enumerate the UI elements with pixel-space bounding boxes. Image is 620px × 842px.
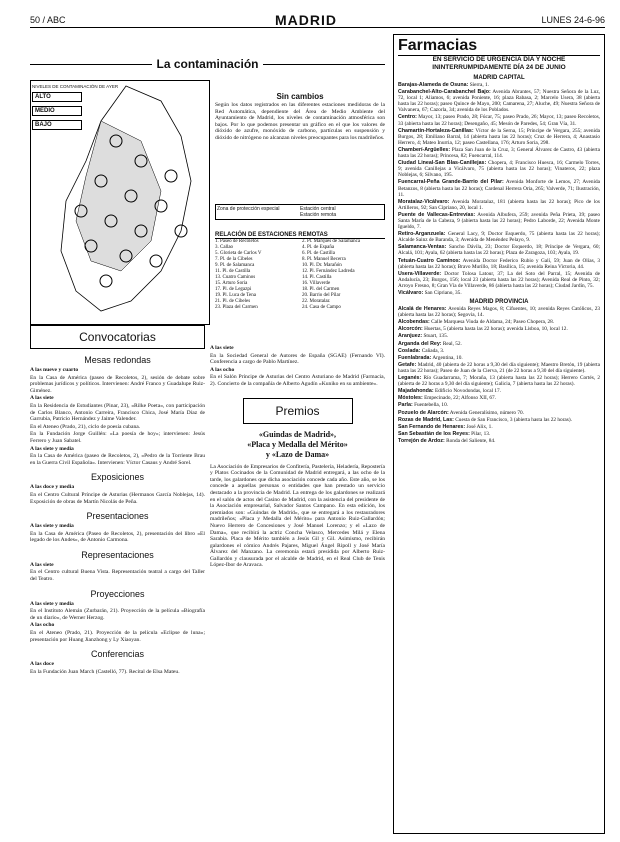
column-2-lower: [210, 345, 385, 569]
pharmacy-addresses: Avenida Doctor Federico Rubio y Galí, 59; Juan de Olías, 3 (abierta hasta las 22 horas); Bravo Murillo, 18; Basílica, 15; avenida Reina Victoria, 44.: [398, 257, 600, 270]
pharmacy-addresses: Plaza San Juan de la Cruz, 3; General Álvarez de Castro, 43 (abierta hasta las 22 horas); Princesa, 82; Fuencarral, 114.: [398, 146, 600, 160]
legend-alto: ALTO: [32, 92, 82, 102]
stations-heading: RELACIÓN DE ESTACIONES REMOTAS: [215, 232, 385, 239]
pharmacy-zone: Centro:: [398, 114, 417, 121]
pharmacy-zone: Fuencarral-Peña Grande-Barrio del Pilar:: [398, 179, 504, 186]
pharmacy-entry: [398, 290, 600, 296]
farmacias-title: Farmacias: [398, 37, 600, 56]
pharmacy-zone: Rozas de Madrid, Las:: [398, 416, 454, 423]
contaminacion-intro: Según los datos registrados en las diferentes estaciones medidoras de la Red Automática, dependiente del Área de Medio Ambiente del Ayuntamiento de Madrid, los niveles de contaminación atmosférica son bajos. Por lo que podemos presentar un gráfico en el que los valores de dióxido de azufre, monóxido de carbono, partículas en suspensión y dióxido de nitrógeno no alcanzan niveles preocupantes para los madrileños.: [215, 102, 385, 141]
pharmacy-entry: [398, 326, 600, 332]
pharmacy-addresses: Sancho Dávila, 23; Doctor Esquerdo, 18; Príncipe de Vergara, 60; Alcalá, 101; Ayala, 62 (abierta hasta las 22 horas); Plaza de Zaragoza, 103; Ayala, 19.: [398, 244, 600, 257]
legend-medio: MEDIO: [32, 106, 82, 116]
convocatoria-item: A las doce: [30, 661, 54, 668]
pharmacy-entry: [398, 306, 600, 318]
pharmacy-zone: Alcobendas:: [398, 319, 430, 326]
station-item: 8. Pl. Manuel Becerra: [302, 257, 346, 262]
pharmacy-zone: San Fernando de Henares:: [398, 423, 466, 430]
convocatoria-item: En el Ateneo (Prado, 21). Proyección de la película «Eclipse de luna»; presentación por Huang Jianzhong y Ly Xiaoyan.: [30, 630, 205, 643]
convocatorias-title: Convocatorias: [30, 325, 205, 349]
convocatoria-item: En la Casa de América (paseo de Recoletos, 2), «Pedro de la Torriente Brau en la Guerra Civil Española». Intervienen: Víctor Casaus y André Sorel.: [30, 453, 205, 466]
convocatoria-item: En la Fundación Jorge Guillén: «La poesía de hoy»; intervienen: Jesús Ferrero y Juan Sabatel.: [30, 431, 205, 444]
pharmacy-entry: [398, 231, 600, 243]
convocatoria-item: En el Centro Cultural Príncipe de Asturias (Hermanos García Noblejas, 14). Exposición de obras de Martín Nicolás de Peña.: [30, 491, 205, 505]
station-item: 14. Pl. Castilla: [302, 275, 332, 280]
pharmacy-entry: [398, 388, 600, 394]
contaminacion-title: La contaminación: [30, 64, 385, 79]
page-number: 50 / ABC: [30, 15, 66, 25]
pharmacy-zone: Torrejón de Ardoz:: [398, 437, 445, 444]
pharmacy-addresses: Sierra, 1.: [469, 82, 489, 88]
pharmacy-zone: Retiro-Arganzuela:: [398, 231, 446, 238]
pharmacy-zone: Pozuelo de Alarcón:: [398, 409, 449, 416]
pharmacy-entry: [398, 212, 600, 230]
pharmacy-entry: [398, 128, 600, 146]
pharmacy-addresses: Cañada, 3.: [421, 347, 445, 354]
premios-subheads: «Guindas de Madrid», «Placa y Medalla del Mérito» y «Lazo de Dama»: [247, 429, 348, 459]
pharmacy-zone: Majadahonda:: [398, 388, 434, 395]
station-item: 12. Pl. Fernández Ladreda: [302, 269, 355, 274]
issue-date: LUNES 24-6-96: [541, 15, 605, 25]
pharmacy-addresses: Argentina, 10.: [432, 354, 463, 361]
convocatoria-item: A las doce y media: [30, 484, 75, 491]
pharmacy-addresses: Pilar, 13.: [471, 430, 491, 437]
pharmacy-zone: Usera-Villaverde:: [398, 270, 442, 277]
pharmacy-zone: Carabanchel-Alto-Carabanchel Bajo:: [398, 89, 491, 96]
pharmacy-zone: Tetuán-Cuatro Caminos:: [398, 257, 461, 264]
convocatoria-item: A las siete: [30, 395, 54, 402]
pharmacy-entry: [398, 395, 600, 401]
station-item: 9. Pl. de Salamanca: [215, 263, 255, 268]
pharmacy-entry: [398, 333, 600, 339]
pharmacy-entry: [398, 348, 600, 354]
pharmacy-zone: Barajas-Alameda de Osuna:: [398, 82, 469, 88]
pharmacy-entry: [398, 355, 600, 361]
pharmacy-addresses: Huertas, 5 (abierta hasta las 22 horas); avenida Lisboa, 10, local 12.: [424, 326, 568, 333]
station-item: 17. Pl. de Legazpi: [215, 287, 252, 292]
pharmacy-addresses: Stuart, 135.: [423, 333, 449, 340]
pharmacy-addresses: San Cipriano, 35.: [424, 290, 462, 296]
legend-bajo: BAJO: [32, 120, 82, 130]
pharmacy-addresses: Ronda del Saliente, 84.: [446, 437, 496, 444]
pharmacy-entry: [398, 375, 600, 387]
pharmacy-zone: Fuenlabrada:: [398, 354, 432, 361]
station-item: 4. Pl. de España: [302, 245, 335, 250]
pharmacy-entry: [398, 199, 600, 211]
section-title: MADRID: [275, 12, 337, 28]
convocatoria-item: A las siete y media: [30, 523, 74, 530]
station-item: 15. Arturo Soria: [215, 281, 248, 286]
pharmacy-addresses: General Lacy, 9; Doctor Esquerdo, 75 (abierta hasta las 22 horas); Alcalde Sainz de Baranda, 3; Avenida de Menéndez Pelayo, 9.: [398, 231, 600, 244]
pharmacy-entry: [398, 362, 600, 374]
pharmacy-zone: Aranjuez:: [398, 333, 423, 340]
pharmacy-zone: Parla:: [398, 402, 413, 409]
map-legend: NIVELES DE CONTAMINACIÓN DE AYER ALTO MEDIO BAJO: [32, 84, 119, 128]
pharmacy-addresses: Avenida Monforte de Lemos, 27; Avenida Betanzos, 8 (abierta hasta las 22 horas); Cardenal Herrera Oria, 265; Valverde, 71; Ilustración, 11.: [398, 179, 600, 198]
convocatoria-item: En el Instituto Alemán (Zurbarán, 21). Proyección de la película «Biografía de un diario», de Werner Herzog.: [30, 608, 205, 621]
convocatoria-item: A las siete y media: [30, 445, 74, 452]
pharmacy-zone: Chamartín-Hortaleza-Canillas:: [398, 127, 474, 134]
note-item: A las siete: [210, 345, 234, 351]
pharmacy-addresses: Chopera, 4; Francisco Huesca, 16; Carmelo Torres, 9; avenida Canillejas a Vicálvaro, 75 (abierta hasta las 22 horas); Vinateros, 22; plaza Noblejas, 6; Silvano, 195.: [398, 160, 601, 179]
convocatoria-heading: Presentaciones: [86, 511, 149, 522]
pharmacy-zone: Móstoles:: [398, 395, 423, 402]
convocatoria-item: A las siete: [30, 561, 54, 568]
pharmacy-addresses: Real, 52.: [442, 340, 462, 347]
pharmacy-addresses: Río Guadarrama, 7; Moraña, 13 (abierta hasta las 22 horas); Herrero Cortés, 2 (abierta de 22 horas a 9,30 del día siguiente); Galicia, 7 (abierta hasta las 22 horas).: [398, 375, 600, 388]
pharmacy-addresses: Víctor de la Serna, 15; Príncipe de Vergara, 255; avenida Burgos, 28; Emiliano Barral, 14 (abierta hasta las 22 horas); Cruz de Herrera, 4; Anastasio Herrero, 4; Mateo Inurria, 12; paseo Castellana, 176; Arturo Soria, 298.: [398, 127, 600, 146]
convocatoria-item: A las nueve y cuarto: [30, 367, 79, 373]
pharmacy-zone: Arganda del Rey:: [398, 340, 442, 347]
station-item: 3. Callao: [215, 245, 234, 250]
station-item: 21. Pl. de Cibeles: [215, 299, 251, 304]
pharmacy-entry: [398, 438, 600, 444]
station-item: 16. Villaverde: [302, 281, 331, 286]
note-item: En la Sociedad General de Autores de España (SGAE) (Fernando VI). Conferencia a cargo de Pablo Martínez.: [210, 352, 385, 366]
pharmacy-entry: [398, 410, 600, 416]
note-item: En el Salón Príncipe de Asturias del Centro Asturiano de Madrid (Farmacia, 2). Concierto de la compañía de Alberto Agudín «Kuniko en su ambiente».: [210, 374, 385, 387]
pharmacy-addresses: Mayor, 13; paseo Prado, 28; Fúcar, 75; paseo Prado, 26; Mayor, 13; paseo Recoletos, 33 (abierta hasta las 22 horas); Desengaño, 45; Mesón de Paredes, 54; Gran Vía, 31.: [398, 114, 601, 127]
stations-list: [215, 232, 385, 311]
convocatoria-item: En el Ateneo (Prado, 21), ciclo de poesía cubana.: [30, 423, 141, 430]
pharmacy-addresses: Cuesta de San Francisco, 3 (abierta hasta las 22 horas).: [455, 416, 572, 423]
pharmacy-zone: Coslada:: [398, 347, 421, 354]
pharmacy-entry: [398, 424, 600, 430]
pharmacy-entry: [398, 319, 600, 325]
pharmacy-entry: [398, 258, 600, 270]
premios-title: Premios: [243, 398, 353, 424]
pharmacy-entry: [398, 417, 600, 423]
pharmacy-zone: Vicálvaro:: [398, 290, 424, 296]
pharmacy-zone: Puente de Vallecas-Entrevías:: [398, 211, 476, 218]
pharmacy-entry: [398, 89, 600, 113]
farmacias-subtitle: EN SERVICIO DE URGENCIA DÍA Y NOCHE ININTERRUMPIDAMENTE DÍA 24 DE JUNIO: [432, 56, 566, 71]
pharmacy-addresses: Madrid, 40 (abierta de 22 horas a 9,30 del día siguiente); Maestro Bretón, 19 (abierta hasta las 22 horas); Paseo de Juan de la Cierva, 21 (de 22 horas a 9,30 del día siguiente).: [398, 361, 601, 374]
pharmacy-zone: Ciudad Lineal-San Blas-Canillejas:: [398, 160, 487, 167]
convocatoria-heading: Conferencias: [90, 649, 145, 660]
station-item: 10. Pl. Dr. Marañón: [302, 263, 342, 268]
province-heading: MADRID PROVINCIA: [469, 299, 529, 306]
pharmacy-addresses: Edificio Novodondas, local 17.: [434, 388, 501, 395]
pharmacy-addresses: Fuentebella, 10.: [414, 402, 449, 409]
pharmacy-entry: [398, 402, 600, 408]
capital-heading: MADRID CAPITAL: [473, 75, 525, 81]
station-item: 1. Paseo de Recoletos: [215, 239, 259, 244]
convocatoria-heading: Mesas redondas: [84, 355, 151, 365]
pharmacy-addresses: Avenida Moratalaz, 181 (abierta hasta las 22 horas); Pico de los Artilleros, 92; San Cipriano, 20, local 1.: [398, 198, 600, 211]
pharmacy-entry: [398, 160, 600, 178]
pharmacy-entry: [398, 82, 600, 88]
station-item: 22. Moratalaz: [302, 299, 330, 304]
pharmacy-zone: Salamanca-Ventas:: [398, 244, 447, 251]
pharmacy-addresses: Avenida Albufera, 259; avenida Peña Prieta, 39; paseo Santa María de la Cabeza, 9 (abierta hasta las 22 horas); Pedro Laborde, 22; Avenida Monte Igueldo, 7.: [398, 211, 600, 231]
pharmacy-entry: [398, 271, 600, 289]
convocatorias: [30, 325, 205, 676]
pharmacy-entry: [398, 431, 600, 437]
pharmacy-addresses: Avenida Abrantes, 57; Nuestra Señora de la Luz, 72, local 1; Aliamos, 6; avenida Poniente, 16; plaza Rabasa, 2; Marcelo Usera, 38 (abierta hasta las 22 horas); paseo Quince de Mayo, 200; Camarena, 27; Aluche, 49; Nuestra Señora de Valvanera, 67; Cazorla, 34; avenida de los Poblados.: [398, 89, 600, 114]
pharmacy-zone: Moratalaz-Vicálvaro:: [398, 198, 450, 205]
contaminacion-subtitle: Sin cambios: [276, 92, 324, 101]
convocatoria-item: A las siete y media: [30, 600, 74, 607]
station-item: 7. Pl. de la Cibeles: [215, 257, 253, 262]
pharmacy-addresses: Doctor Tolosa Latour, 37; La del Soto del Parral, 15; Avenida de Andalucía, 23; Burgos, 156; local 23 (abierta hasta las 22 horas); Avenida Real de Pinto, 32; Arroyo Fresno, 8; Gran Vía de Villaverde, 86 (abierta hasta las 22 horas); Ciudad Jardín, 75.: [398, 270, 600, 289]
convocatoria-item: En la Residencia de Estudiantes (Pinar, 23), «Rilke Poeta», con participación de Carlos Blanco, Antonio Carreira, Francisco Chica, José María Díaz de Garrubia, Patricio Hernández y Jaime Valender.: [30, 402, 205, 423]
pharmacy-zone: Alcalá de Henares:: [398, 306, 447, 313]
station-item: 11. Pl. de Castilla: [215, 269, 251, 274]
page-header: [30, 12, 605, 28]
convocatoria-item: En el Centro cultural Buena Vista. Representación teatral a cargo del Taller del Teatro.: [30, 569, 205, 583]
convocatoria-item: En la Casa de América (paseo de Recoletos, 2), sesión de debate sobre problemas jurídicos y políticos. Intervienen: André Franco y Guadalupe Ruiz-Giménez.: [30, 374, 205, 394]
pharmacy-entry: [398, 179, 600, 197]
station-item: 6. Pl. de Castilla: [302, 251, 335, 256]
zone-legend: Zona de protección especial Estación central Estación remota: [215, 204, 385, 220]
pharmacy-entry: [398, 244, 600, 256]
station-item: 19. Pl. Luca de Tena: [215, 293, 256, 298]
pharmacy-addresses: Empecinado, 22; Alfonso XII, 67.: [424, 395, 496, 402]
pharmacy-addresses: Calle Marquesa Viuda de Aldama, 24; Paseo Chopera, 28.: [431, 319, 555, 326]
farmacias: [393, 34, 605, 834]
station-item: 23. Plaza del Carmen: [215, 305, 258, 310]
pharmacy-entry: [398, 147, 600, 159]
convocatoria-heading: Representaciones: [81, 549, 154, 560]
convocatoria-item: En la Fundación Juan March (Castelló, 77). Recital de Elsa Mateu.: [30, 668, 180, 675]
station-item: 5. Glorieta de Carlos V: [215, 251, 262, 256]
pharmacy-zone: San Sebastián de los Reyes:: [398, 430, 470, 437]
convocatoria-item: En la Casa de América (Paseo de Recoletos, 2), presentación del libro «El legado de los Andes», de Antonio Carmona.: [30, 530, 205, 544]
pharmacy-addresses: Avenida Generalísimo, número 70.: [449, 409, 524, 416]
station-item: 13. Cuatro Caminos: [215, 275, 256, 280]
convocatoria-heading: Exposiciones: [90, 472, 145, 483]
pharmacy-zone: Alcorcón:: [398, 326, 423, 333]
pharmacy-entry: [398, 114, 600, 126]
station-item: 20. Barrio del Pilar: [302, 293, 341, 298]
pharmacy-zone: Getafe:: [398, 361, 417, 368]
note-item: A las ocho: [210, 366, 235, 373]
station-item: 18. Pl. del Carmen: [302, 287, 340, 292]
convocatoria-item: A las ocho: [30, 622, 55, 629]
pharmacy-zone: Chamberí-Argüelles:: [398, 146, 451, 153]
station-item: 24. Casa de Campo: [302, 305, 341, 310]
pharmacy-entry: [398, 341, 600, 347]
convocatoria-heading: Proyecciones: [90, 588, 145, 599]
premios-body: La Asociación de Empresarios de Confitería, Pastelería, Heladería, Repostería y Platos Cocinados de la Comunidad de Madrid entregará, a las ocho de la tarde, los galardones que dicha asociación concede cada año. Este año, se los concede a aquellas personas o entidades que han prestado un servicio destacado a la provincia de Madrid. La entrega de los galardones se realizará en el salón de actos del Casino de Madrid, con la asistencia del presidente de la Asociación empresarial, Salvador Santos Campano. En esta edición, los premiados son: «Guindas de Madrid», que se entregará a los restauradores madrileños; «Placa y Medalla del Mérito» para Antonio Ruiz-Gallardón; Nuevo Herrero de Concesiones y José Manuel Lorenzo; y el «Lazo de Dama», que recibirá la actriz Concha Velasco, Mercedes Milá y Elena Sarabia. Placa de Mérito también a Jesús Gil y Gil. Asimismo, recibirán galardones el cómico Andrés Pajares, Miguel Ángel Ripoll y José María Álvarez del Manzano. La ceremonia estará presidida por Alberto Ruiz-Gallardón y clausurada por el alcalde de Madrid, en el Real Club de Tenis López-Ibor de Aravaca.: [210, 463, 385, 569]
pharmacy-addresses: José Alix, 1.: [466, 423, 493, 430]
station-item: 2. Pl. Marqués de Salamanca: [302, 239, 361, 244]
pharmacy-zone: Leganés:: [398, 375, 422, 382]
pharmacy-addresses: Avenida Reyes Magos, 8; Cifuentes, 10; avenida Reyes Católicos, 23 (abierta hasta las 22 horas); Segovia, 14.: [398, 306, 600, 319]
